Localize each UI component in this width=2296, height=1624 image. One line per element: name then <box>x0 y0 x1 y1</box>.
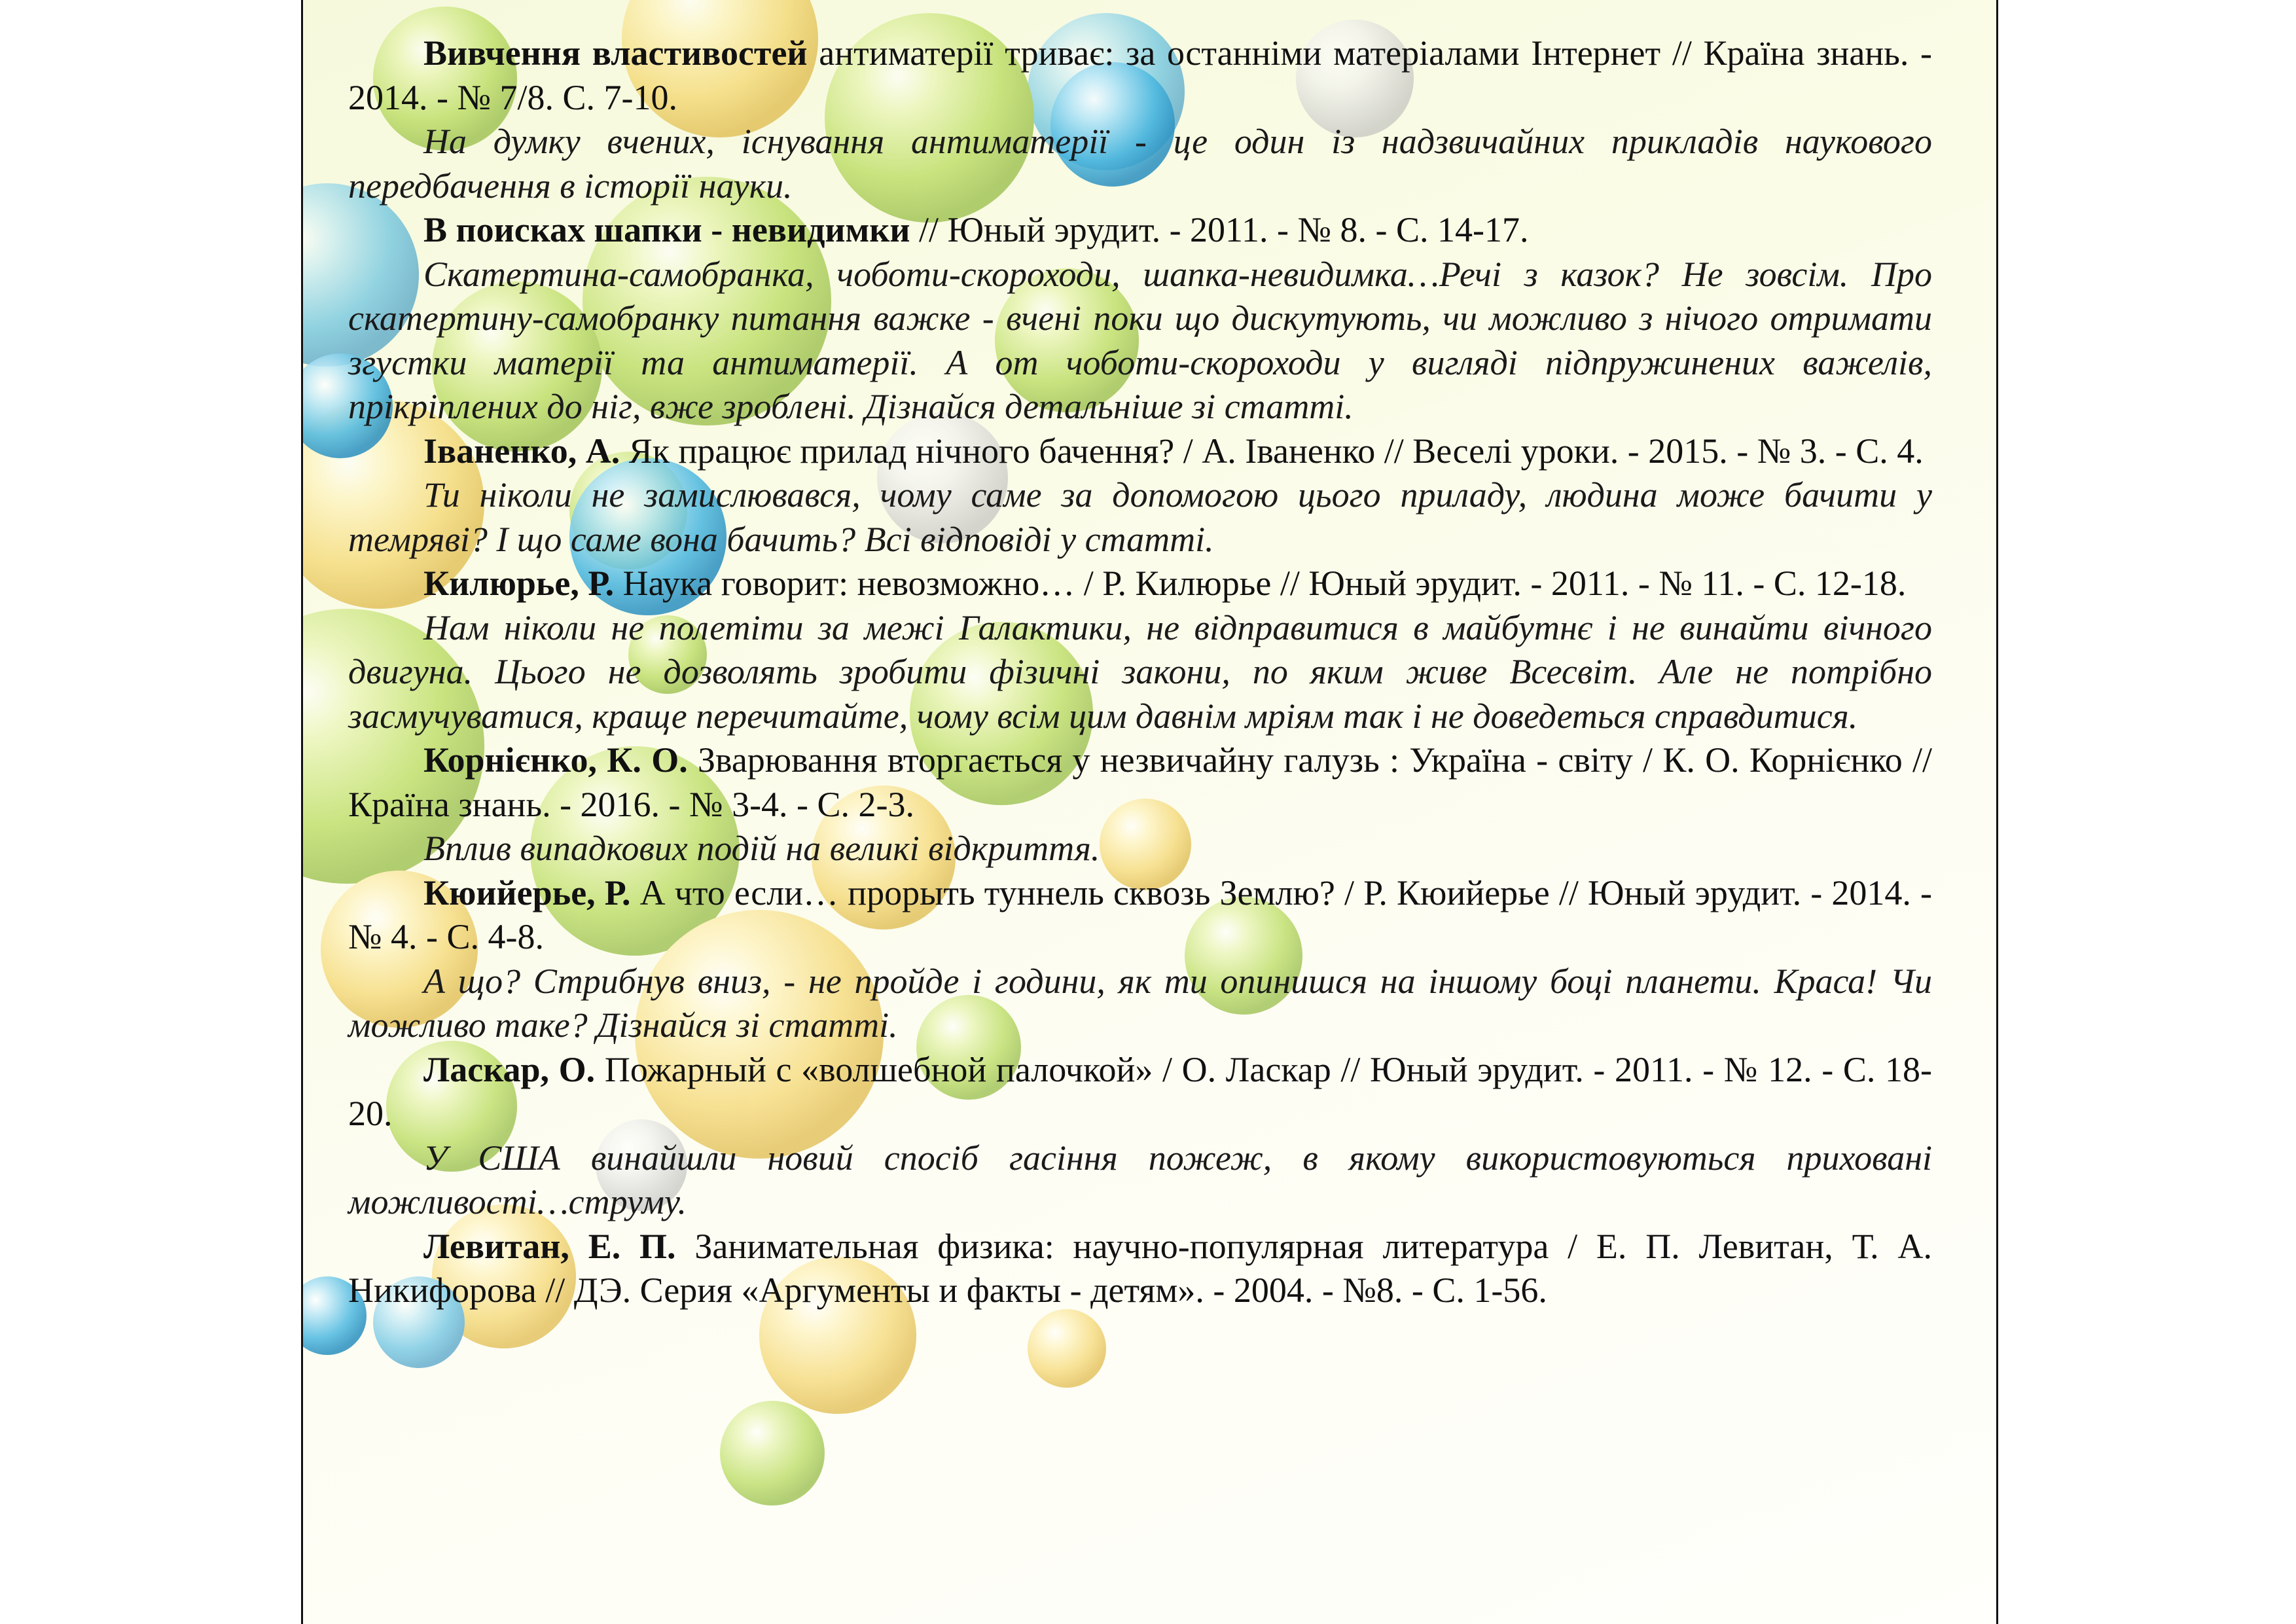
entry-author: Килюрье, Р. <box>423 564 615 603</box>
document-page <box>301 0 1996 1624</box>
entry-author: Ласкар, О. <box>423 1049 596 1089</box>
entry-annotation: Нам ніколи не полетіти за межі Галактики, не відправитися в майбутнє і не винайти вічного двигуна. Цього не дозволять зробити фізичні закони, по яким живе Всесвіт. Але не потрібно засмучуватися, краще перечитайте, чому всім цим давнім мріям так і не доведеться справдитися. <box>348 607 1932 736</box>
bibliography-list <box>348 31 1932 1313</box>
entry-author: Вивчення властивостей <box>423 33 808 73</box>
entry-citation: // Юный эрудит. - 2011. - № 8. - С. 14-17. <box>910 210 1529 249</box>
bibliography-entry <box>348 1225 1932 1313</box>
page-border-left <box>301 0 303 1624</box>
bibliography-entry <box>348 1048 1932 1136</box>
bibliography-entry <box>348 31 1932 120</box>
page-border-right <box>1996 0 1998 1624</box>
entry-citation: Як працює прилад нічного бачення? / А. Іваненко // Веселі уроки. - 2015. - № 3. - С. 4. <box>620 431 1924 471</box>
entry-annotation: Вплив випадкових подій на великі відкриття. <box>423 829 1100 868</box>
bibliography-entry <box>348 871 1932 960</box>
entry-annotation: У США винайшли новий спосіб гасіння пожеж, в якому використовуються приховані можливості…струму. <box>348 1138 1932 1221</box>
entry-annotation: А що? Стрибнув вниз, - не пройде і години, як ти опинишся на іншому боці планети. Краса! Чи можливо таке? Дізнайся зі статті. <box>348 961 1932 1045</box>
entry-annotation: Скатертина-самобранка, чоботи-скороходи, шапка-невидимка…Речі з казок? Не зовсім. Про скатертину-самобранку питання важке - вчені поки що дискутують, чи можливо з нічого отримати згустки матерії та антиматерії. А от чоботи-скороходи у вигляді підпружинених важелів, прікріплених до ніг, вже зроблені. Дізнайся детальніше зі статті. <box>348 254 1932 426</box>
bibliography-entry <box>348 562 1932 606</box>
entry-author: Левитан, Е. П. <box>423 1226 676 1266</box>
entry-citation: антиматерії триває: за останніми матеріалами Інтернет // Країна знань. - 2014. - № 7/8. С. 7-10. <box>348 33 1933 117</box>
entry-annotation: На думку вчених, існування антиматерії - це один із надзвичайних прикладів наукового передбачення в історії науки. <box>348 122 1932 206</box>
bibliography-entry <box>348 208 1932 253</box>
entry-citation: А что если… прорыть туннель сквозь Землю? / Р. Кюийерье // Юный эрудит. - 2014. - № 4. - С. 4-8. <box>348 873 1932 956</box>
entry-citation: Пожарный с «волшебной палочкой» / О. Ласкар // Юный эрудит. - 2011. - № 12. - С. 18-20. <box>348 1049 1932 1133</box>
entry-author: Кюийерье, Р. <box>423 873 631 912</box>
entry-citation: Занимательная физика: научно-популярная литература / Е. П. Левитан, Т. А. Никифорова // ДЭ. Серия «Аргументы и факты - детям». - 2004. - №8. - С. 1-56. <box>348 1226 1932 1310</box>
bibliography-entry <box>348 738 1932 827</box>
entry-citation: Наука говорит: невозможно… / Р. Килюрье // Юный эрудит. - 2011. - № 11. - С. 12-18. <box>614 564 1907 603</box>
entry-annotation: Ти ніколи не замислювався, чому саме за допомогою цього приладу, людина може бачити у темряві? І що саме вона бачить? Всі відповіді у статті. <box>348 475 1932 559</box>
entry-author: В поисках шапки - невидимки <box>423 210 910 249</box>
bibliography-entry <box>348 429 1932 474</box>
entry-citation: Зварювання вторгається у незвичайну галузь : Україна - світу / К. О. Корнієнко // Країна знань. - 2016. - № 3-4. - С. 2-3. <box>348 740 1932 824</box>
entry-author: Корнієнко, К. О. <box>423 740 688 780</box>
entry-author: Іваненко, А. <box>423 431 620 471</box>
